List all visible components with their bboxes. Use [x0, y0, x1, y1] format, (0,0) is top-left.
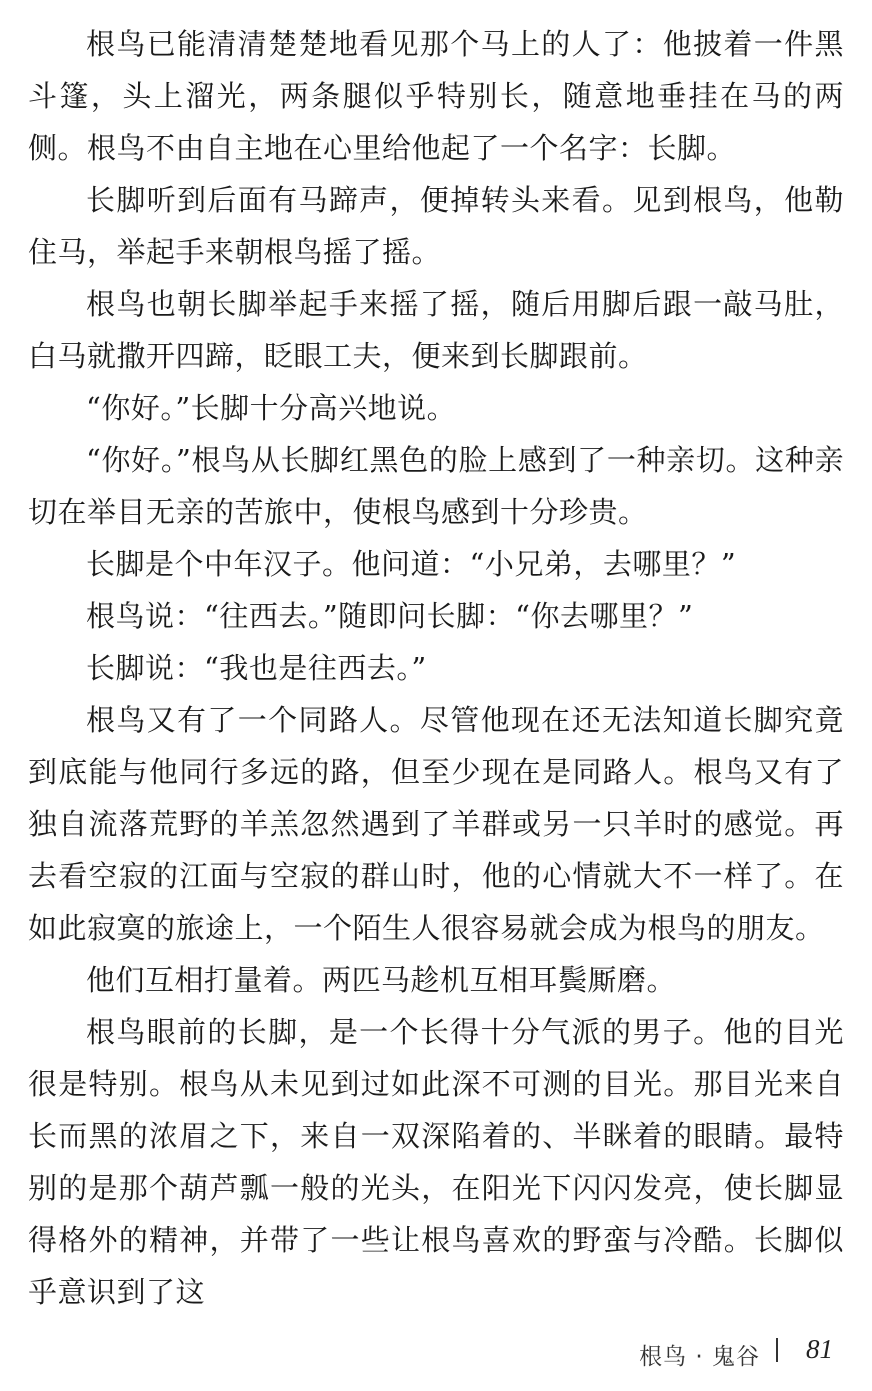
footer-divider: [776, 1338, 778, 1362]
paragraph: 他们互相打量着。两匹马趁机互相耳鬓厮磨。: [86, 963, 677, 997]
paragraph: 长脚说：“我也是往西去。”: [86, 651, 427, 685]
paragraph: 根鸟眼前的长脚，是一个长得十分气派的男子。他的目光很是特别。根鸟从未见到过如此深不可测的目光。那目光来自长而黑的浓眉之下，来自一双深陷着的、半眯着的眼睛。最特别的是那个葫芦瓢一般的光头，在阳光下闪闪发亮，使长脚显得格外的精神，并带了一些让根鸟喜欢的野蛮与冷酷。长脚似乎意识到了这: [28, 1015, 844, 1309]
running-head: 根鸟 · 鬼谷: [639, 1344, 760, 1370]
paragraph: “你好。”根鸟从长脚红黑色的脸上感到了一种亲切。这种亲切在举目无亲的苦旅中，使根鸟感到十分珍贵。: [28, 443, 844, 529]
paragraph: 根鸟也朝长脚举起手来摇了摇，随后用脚后跟一敲马肚，白马就撒开四蹄，眨眼工夫，便来到长脚跟前。: [28, 287, 844, 373]
page-footer: [0, 1332, 872, 1372]
paragraph: “你好。”长脚十分高兴地说。: [86, 391, 457, 425]
paragraph: 根鸟已能清清楚楚地看见那个马上的人了：他披着一件黑斗篷，头上溜光，两条腿似乎特别长，随意地垂挂在马的两侧。根鸟不由自主地在心里给他起了一个名字：长脚。: [28, 27, 844, 165]
page-number: 81: [806, 1334, 833, 1364]
paragraph: 长脚听到后面有马蹄声，便掉转头来看。见到根鸟，他勒住马，举起手来朝根鸟摇了摇。: [28, 183, 844, 269]
page-body: [28, 18, 844, 1318]
paragraph: 根鸟又有了一个同路人。尽管他现在还无法知道长脚究竟到底能与他同行多远的路，但至少现在是同路人。根鸟又有了独自流落荒野的羊羔忽然遇到了羊群或另一只羊时的感觉。再去看空寂的江面与空寂的群山时，他的心情就大不一样了。在如此寂寞的旅途上，一个陌生人很容易就会成为根鸟的朋友。: [28, 703, 844, 945]
paragraph: 根鸟说：“往西去。”随即问长脚：“你去哪里？”: [86, 599, 694, 633]
paragraph: 长脚是个中年汉子。他问道：“小兄弟，去哪里？”: [86, 547, 737, 581]
